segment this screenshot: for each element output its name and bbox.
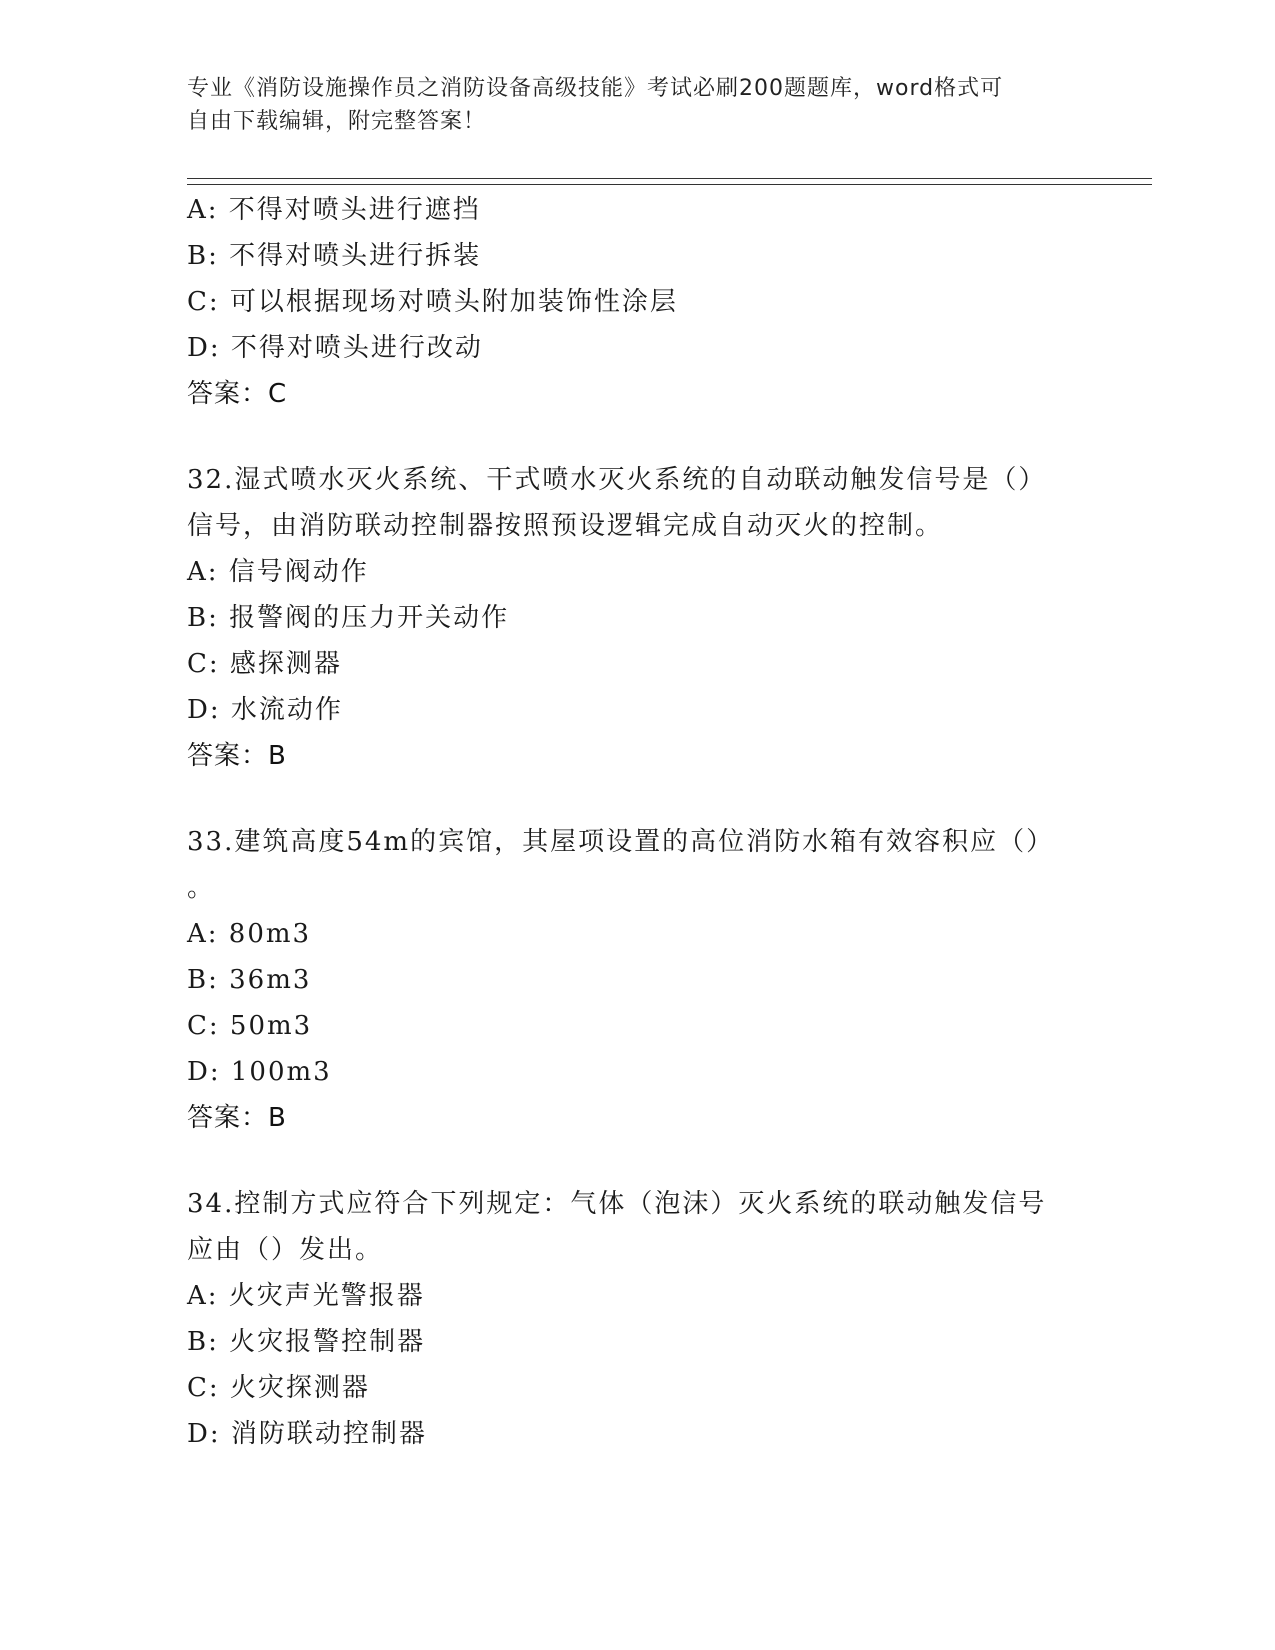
answer: 答案：B	[187, 741, 287, 771]
option-d: D: 100m3	[187, 1057, 332, 1087]
option-a: A: 不得对喷头进行遮挡	[187, 195, 481, 225]
header-line-2: 自由下载编辑，附完整答案！	[187, 109, 487, 134]
option-b: B: 36m3	[187, 965, 312, 995]
option-a: A: 80m3	[187, 919, 312, 949]
option-d: D: 不得对喷头进行改动	[187, 333, 483, 363]
question-32	[187, 457, 1087, 779]
answer: 答案：C	[187, 379, 288, 409]
question-text-line-1: 34.控制方式应符合下列规定：气体（泡沫）灭火系统的联动触发信号	[187, 1189, 1047, 1219]
option-d: D: 消防联动控制器	[187, 1419, 427, 1449]
question-33	[187, 819, 1087, 1141]
option-c: C: 火灾探测器	[187, 1373, 370, 1403]
question-34	[187, 1181, 1087, 1457]
option-a: A: 火灾声光警报器	[187, 1281, 425, 1311]
question-31	[187, 187, 1087, 417]
option-b: B: 火灾报警控制器	[187, 1327, 426, 1357]
answer: 答案：B	[187, 1103, 287, 1133]
option-b: B: 报警阀的压力开关动作	[187, 603, 510, 633]
question-text-line-1: 32.湿式喷水灭火系统、干式喷水灭火系统的自动联动触发信号是（）	[187, 465, 1047, 495]
header-divider	[187, 178, 1152, 185]
option-d: D: 水流动作	[187, 695, 343, 725]
option-b: B: 不得对喷头进行拆装	[187, 241, 482, 271]
question-text-line-2: 。	[187, 873, 216, 903]
header-line-1: 专业《消防设施操作员之消防设备高级技能》考试必刷200题题库，word格式可	[187, 76, 1004, 101]
option-c: C: 50m3	[187, 1011, 313, 1041]
question-text-line-2: 信号，由消防联动控制器按照预设逻辑完成自动灭火的控制。	[187, 511, 944, 541]
document-header	[187, 72, 1087, 138]
question-text-line-1: 33.建筑高度54m的宾馆，其屋项设置的高位消防水箱有效容积应（）	[187, 827, 1055, 857]
option-c: C: 可以根据现场对喷头附加装饰性涂层	[187, 287, 678, 317]
question-text-line-2: 应由（）发出。	[187, 1235, 384, 1265]
option-a: A: 信号阀动作	[187, 557, 369, 587]
option-c: C: 感探测器	[187, 649, 342, 679]
question-list	[187, 187, 1087, 1457]
